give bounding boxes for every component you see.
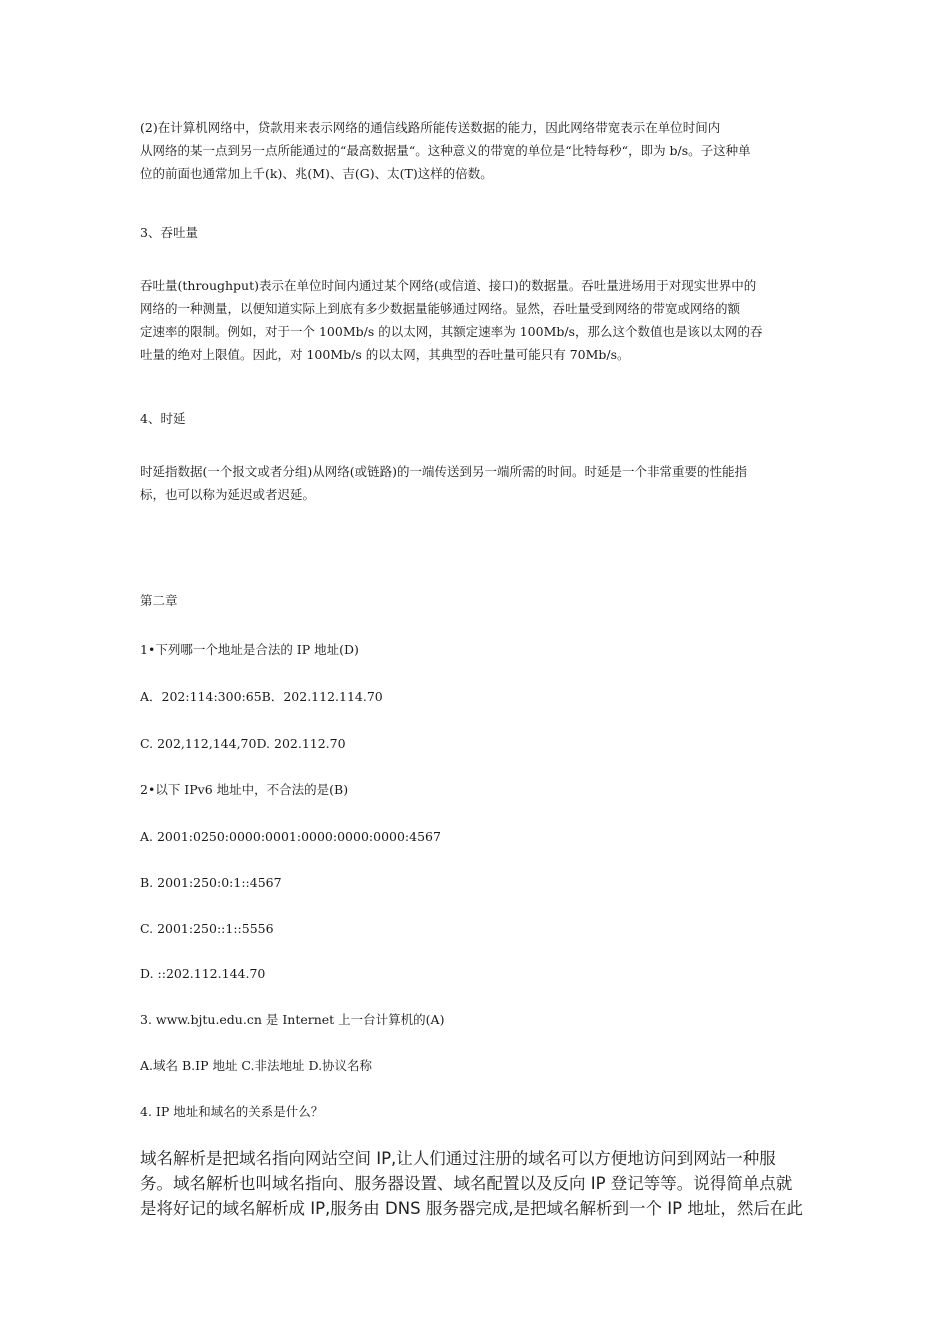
question-3-options: A.域名 B.IP 地址 C.非法地址 D.协议名称 <box>140 1058 373 1073</box>
paragraph-line: 位的前面也通常加上千(k)、兆(M)、吉(G)、太(T)这样的倍数。 <box>140 166 493 181</box>
paragraph-line: 域名解析是把域名指向网站空间 IP,让人们通过注册的域名可以方便地访问到网站一种服 <box>140 1149 776 1168</box>
paragraph-line: 吐量的绝对上限值。因此，对 100Mb/s 的以太网，其典型的吞吐量可能只有 70Mb/s。 <box>140 347 630 362</box>
paragraph-line: 是将好记的域名解析成 IP,服务由 DNS 服务器完成,是把域名解析到一个 IP 地址，然后在此 <box>140 1199 803 1218</box>
bandwidth-paragraph <box>140 116 810 185</box>
question-1-options-cd: C. 202,112,144,70D. 202.112.70 <box>140 736 346 751</box>
answer-paragraph <box>140 1146 810 1221</box>
paragraph-line: 网络的一种测量，以便知道实际上到底有多少数据量能够通过网络。显然，吞吐量受到网络的带宽或网络的额 <box>140 301 741 316</box>
throughput-paragraph <box>140 274 810 366</box>
delay-paragraph <box>140 460 810 506</box>
paragraph-line: 吞吐量(throughput)表示在单位时间内通过某个网络(或信道、接口)的数据量。吞吐量进场用于对现实世界中的 <box>140 278 757 293</box>
chapter-title: 第二章 <box>140 593 178 608</box>
question-2-option-d: D. ::202.112.144.70 <box>140 966 266 981</box>
question-1-options-ab: A．202:114:300:65B．202.112.114.70 <box>140 689 383 704</box>
paragraph-line: 从网络的某一点到另一点所能通过的“最高数据量“。这种意义的带宽的单位是“比特每秒“，即为 b/s。子这种单 <box>140 143 751 158</box>
heading-throughput: 3、吞吐量 <box>140 225 198 240</box>
heading-delay: 4、时延 <box>140 411 186 426</box>
question-2-option-b: B. 2001:250:0:1::4567 <box>140 875 282 890</box>
question-2-option-a: A. 2001:0250:0000:0001:0000:0000:0000:4567 <box>140 829 441 844</box>
question-2-option-c: C. 2001:250::1::5556 <box>140 921 274 936</box>
question-2: 2•以下 IPv6 地址中，不合法的是(B) <box>140 782 349 797</box>
question-1: 1•下列哪一个地址是合法的 IP 地址(D) <box>140 642 359 657</box>
question-3: 3. www.bjtu.edu.cn 是 Internet 上一台计算机的(A) <box>140 1012 445 1027</box>
paragraph-line: (2)在计算机网络中，贷款用来表示网络的通信线路所能传送数据的能力，因此网络带宽表示在单位时间内 <box>140 120 721 135</box>
paragraph-line: 务。域名解析也叫域名指向、服务器设置、域名配置以及反向 IP 登记等等。说得简单点就 <box>140 1174 793 1193</box>
paragraph-line: 定速率的限制。例如，对于一个 100Mb/s 的以太网，其额定速率为 100Mb/s，那么这个数值也是该以太网的吞 <box>140 324 763 339</box>
paragraph-line: 标，也可以称为延迟或者迟延。 <box>140 487 316 502</box>
question-4: 4. IP 地址和域名的关系是什么？ <box>140 1104 324 1119</box>
paragraph-line: 时延指数据(一个报文或者分组)从网络(或链路)的一端传送到另一端所需的时间。时延是一个非常重要的性能指 <box>140 464 748 479</box>
